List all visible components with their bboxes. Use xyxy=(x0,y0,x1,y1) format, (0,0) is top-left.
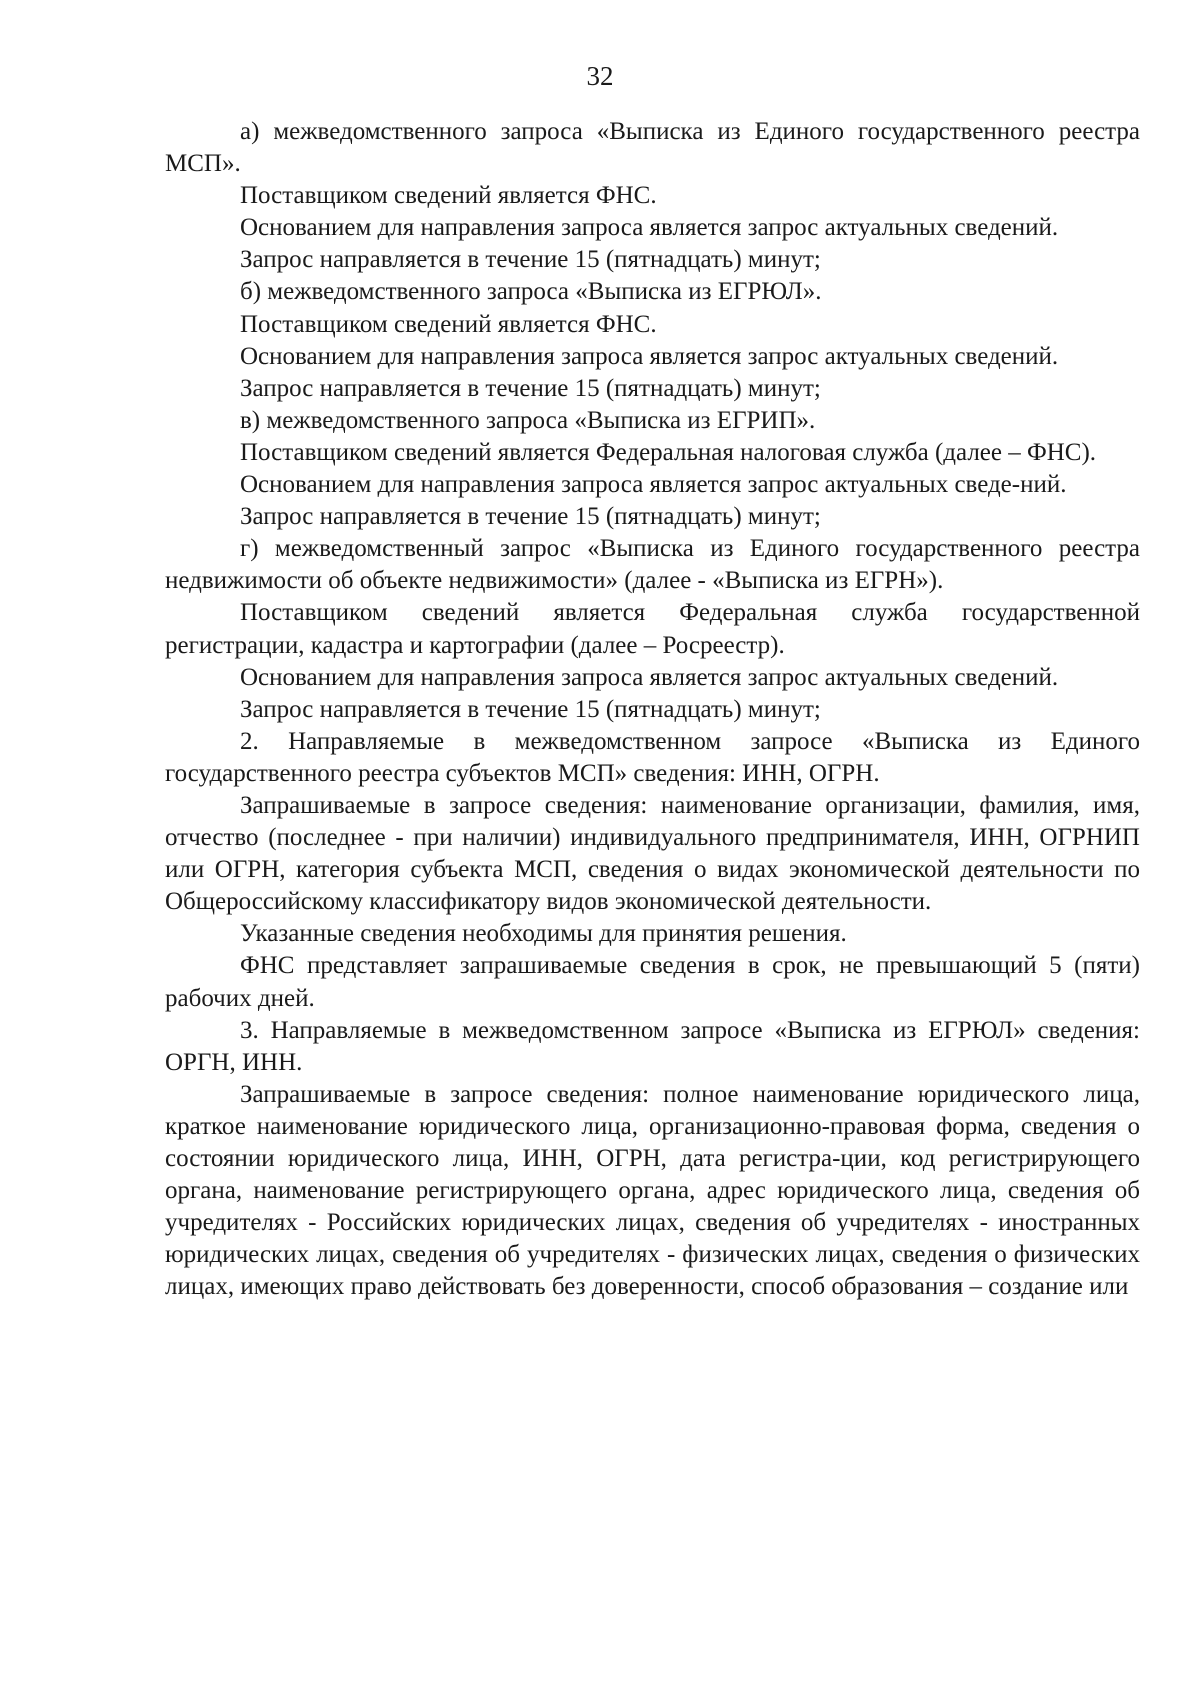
document-body xyxy=(165,116,1140,1303)
paragraph-b-request: б) межведомственного запроса «Выписка из ЕГРЮЛ». xyxy=(240,278,822,306)
paragraph-v-request: в) межведомственного запроса «Выписка из ЕГРИП». xyxy=(240,406,816,434)
paragraph-section-2: 2. Направляемые в межведомственном запросе «Выписка из Единого государственного реестра субъектов МСП» сведения: ИНН, ОГРН. xyxy=(165,727,1140,787)
paragraph-fns-deadline: ФНС представляет запрашиваемые сведения в срок, не превышающий 5 (пяти) рабочих дней. xyxy=(165,952,1140,1012)
paragraph-timing: Запрос направляется в течение 15 (пятнадцать) минут; xyxy=(240,246,821,274)
paragraph-timing: Запрос направляется в течение 15 (пятнадцать) минут; xyxy=(240,695,821,723)
paragraph-a-request: а) межведомственного запроса «Выписка из Единого государственного реестра МСП». xyxy=(165,118,1140,178)
page-number: 32 xyxy=(586,61,614,91)
paragraph-requested-data-msp: Запрашиваемые в запросе сведения: наименование организации, фамилия, имя, отчество (последнее - при наличии) индивидуального предпринимателя, ИНН, ОГРНИП или ОГРН, категория субъекта МСП, сведения о видах экономической деятельности по Общероссийскому классификатору видов экономической деятельности. xyxy=(165,791,1140,916)
paragraph-timing: Запрос направляется в течение 15 (пятнадцать) минут; xyxy=(240,503,821,531)
paragraph-section-3: 3. Направляемые в межведомственном запросе «Выписка из ЕГРЮЛ» сведения: ОРГН, ИНН. xyxy=(165,1016,1140,1076)
paragraph-requested-data-egrul: Запрашиваемые в запросе сведения: полное наименование юридического лица, краткое наименование юридического лица, организационно-правовая форма, сведения о состоянии юридического лица, ИНН, ОГРН, дата регистра-ции, код регистрирующего органа, наименование регистрирующего органа, адрес юридического лица, сведения об учредителях - Российских юридических лицах, сведения об учредителях - иностранных юридических лицах, сведения об учредителях - физических лицах, сведения о физических лицах, имеющих право действовать без доверенности, способ образования – создание или xyxy=(165,1080,1140,1301)
paragraph-supplier-fns-full: Поставщиком сведений является Федеральная налоговая служба (далее – ФНС). xyxy=(240,438,1097,466)
paragraph-supplier-fns: Поставщиком сведений является ФНС. xyxy=(240,182,657,210)
paragraph-basis: Основанием для направления запроса является запрос актуальных сведений. xyxy=(240,342,1059,370)
paragraph-timing: Запрос направляется в течение 15 (пятнадцать) минут; xyxy=(240,374,821,402)
paragraph-basis: Основанием для направления запроса является запрос актуальных сведе-ний. xyxy=(240,471,1067,499)
paragraph-supplier-rosreestr: Поставщиком сведений является Федеральная служба государственной регистрации, кадастра и картографии (далее – Росреестр). xyxy=(165,599,1140,659)
paragraph-decision-note: Указанные сведения необходимы для принятия решения. xyxy=(240,920,847,948)
paragraph-basis: Основанием для направления запроса является запрос актуальных сведений. xyxy=(240,663,1059,691)
paragraph-basis: Основанием для направления запроса является запрос актуальных сведений. xyxy=(240,214,1059,242)
paragraph-g-request: г) межведомственный запрос «Выписка из Единого государственного реестра недвижимости об объекте недвижимости» (далее - «Выписка из ЕГРН»). xyxy=(165,535,1140,595)
paragraph-supplier-fns: Поставщиком сведений является ФНС. xyxy=(240,310,657,338)
